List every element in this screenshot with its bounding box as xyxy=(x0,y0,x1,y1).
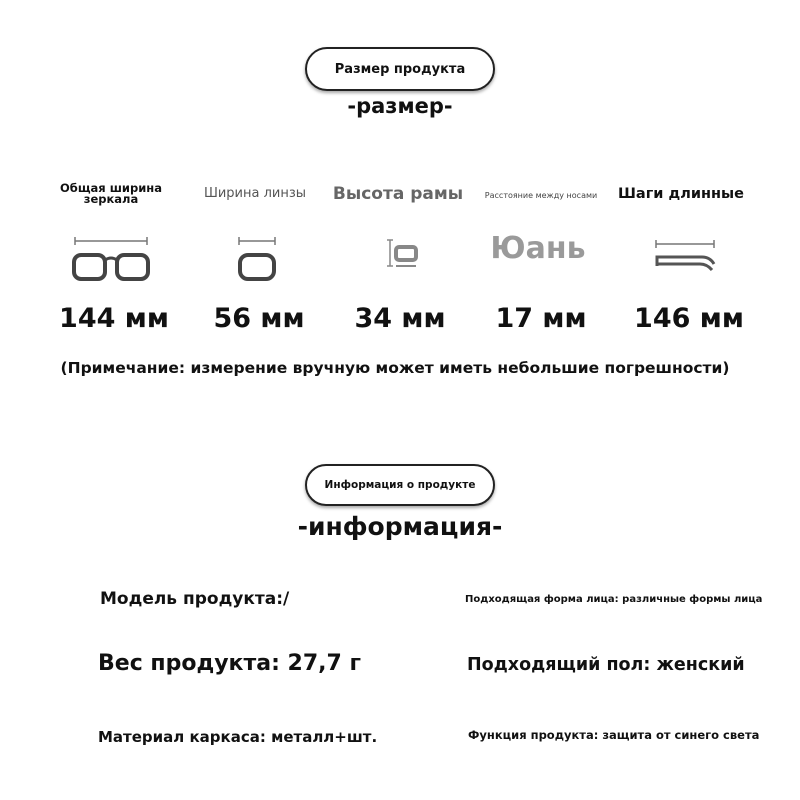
total-width-value: 144 мм xyxy=(59,303,169,334)
single-lens-icon xyxy=(235,236,279,286)
bridge-width-value: 17 мм xyxy=(495,303,587,334)
temple-length-value: 146 мм xyxy=(634,303,744,334)
frame-height-label: Высота рамы xyxy=(332,184,464,204)
product-size-badge: Размер продукта xyxy=(305,47,495,91)
info-subtitle: -информация- xyxy=(297,512,503,541)
product-weight: Вес продукта: 27,7 г xyxy=(98,651,361,676)
measurement-note: (Примечание: измерение вручную может иметь небольшие погрешности) xyxy=(60,359,730,377)
face-shape: Подходящая форма лица: различные формы лица xyxy=(465,594,763,605)
frame-height-icon xyxy=(386,236,420,274)
glasses-front-icon xyxy=(71,236,151,286)
bridge-width-label: Расстояние между носами xyxy=(484,191,598,200)
bridge-symbol-text: Юань xyxy=(490,231,586,266)
lens-width-label: Ширина линзы xyxy=(203,186,307,201)
product-function: Функция продукта: защита от синего света xyxy=(468,728,760,742)
lens-width-value: 56 мм xyxy=(213,303,305,334)
size-subtitle: -размер- xyxy=(347,94,453,118)
product-info-badge: Информация о продукте xyxy=(305,464,495,506)
frame-material: Материал каркаса: металл+шт. xyxy=(98,728,378,746)
total-width-label: Общая ширина зеркала xyxy=(60,181,162,206)
temple-arm-icon xyxy=(654,240,718,278)
product-model: Модель продукта:/ xyxy=(100,589,290,609)
frame-height-value: 34 мм xyxy=(354,303,446,334)
suitable-gender: Подходящий пол: женский xyxy=(467,655,745,675)
temple-length-label: Шаги длинные xyxy=(618,186,744,202)
